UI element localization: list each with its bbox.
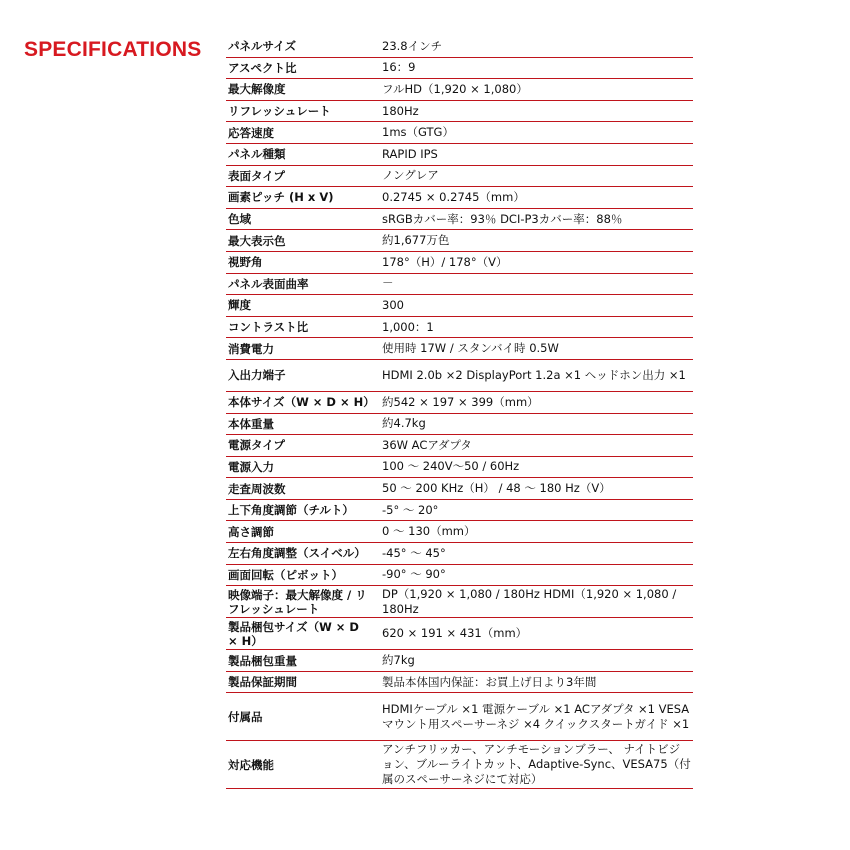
spec-value: -45° ～ 45° (382, 545, 446, 560)
spec-label: 対応機能 (228, 757, 274, 772)
spec-label: 最大解像度 (228, 82, 286, 97)
spec-value: 50 ～ 200 KHz（H） / 48 ～ 180 Hz（V） (382, 481, 611, 496)
spec-value: DP（1,920 × 1,080 / 180Hz HDMI（1,920 × 1,080 / 180Hz (382, 586, 677, 616)
spec-row (226, 166, 693, 188)
spec-row (226, 672, 693, 694)
spec-value: ノングレア (382, 168, 439, 183)
spec-label: アスペクト比 (228, 60, 297, 75)
spec-value: フルHD（1,920 × 1,080） (382, 81, 528, 96)
spec-value: 製品本体国内保証：お買上げ日より3年間 (382, 674, 597, 689)
spec-value: アンチフリッカー、アンチモーションブラー、 ナイトビジョン、ブルーライトカット、Adaptive-Sync、VESA75（付属のスペーサーネジにて対応） (382, 742, 691, 787)
spec-row (226, 122, 693, 144)
spec-label: リフレッシュレート (228, 104, 331, 119)
spec-row (226, 144, 693, 166)
spec-row (226, 274, 693, 296)
spec-row (226, 457, 693, 479)
spec-value: 0.2745 × 0.2745（mm） (382, 189, 525, 204)
spec-row (226, 338, 693, 360)
spec-row (226, 565, 693, 587)
spec-label: 製品梱包重量 (228, 653, 297, 668)
spec-label: 電源タイプ (228, 438, 285, 453)
spec-row (226, 521, 693, 543)
spec-label: 電源入力 (228, 459, 274, 474)
spec-row (226, 36, 693, 58)
spec-value: 36W ACアダプタ (382, 437, 472, 452)
spec-value: 100 ～ 240V～50 / 60Hz (382, 459, 520, 474)
spec-label: 本体重量 (228, 416, 274, 431)
spec-label: 製品保証期間 (228, 675, 297, 690)
spec-row (226, 650, 693, 672)
spec-label: 応答速度 (228, 125, 274, 140)
spec-row (226, 543, 693, 565)
spec-value: 1,000：1 (382, 319, 434, 334)
spec-label: パネルサイズ (228, 39, 297, 54)
spec-label: パネル種類 (228, 147, 286, 162)
spec-value: 約542 × 197 × 399（mm） (382, 394, 539, 409)
spec-label: 本体サイズ（W × D × H） (228, 395, 375, 410)
spec-row (226, 187, 693, 209)
spec-value: HDMI 2.0b ×2 DisplayPort 1.2a ×1 ヘッドホン出力 ×1 (382, 367, 686, 382)
spec-row (226, 586, 693, 618)
spec-value: 300 (382, 297, 404, 312)
spec-label: 画面回転（ピボット） (228, 567, 343, 582)
spec-label: 付属品 (228, 709, 263, 724)
spec-row (226, 317, 693, 339)
spec-row (226, 618, 693, 650)
spec-row (226, 209, 693, 231)
spec-label: 画素ピッチ (H x V) (228, 190, 334, 205)
spec-value: 使用時 17W / スタンバイ時 0.5W (382, 341, 559, 356)
spec-value: － (382, 276, 394, 291)
spec-row (226, 101, 693, 123)
spec-value: 178°（H）/ 178°（V） (382, 254, 508, 269)
spec-value: sRGBカバー率：93％ DCI-P3カバー率：88％ (382, 211, 623, 226)
spec-table (226, 36, 693, 789)
spec-value: 180Hz (382, 103, 419, 118)
spec-row (226, 230, 693, 252)
spec-value: 約7kg (382, 653, 415, 668)
spec-value: RAPID IPS (382, 146, 438, 161)
spec-label: 上下角度調節（チルト） (228, 503, 354, 518)
spec-row (226, 414, 693, 436)
spec-row (226, 360, 693, 392)
spec-value: -5° ～ 20° (382, 502, 439, 517)
spec-label: 最大表示色 (228, 233, 286, 248)
spec-label: 走査周波数 (228, 481, 286, 496)
spec-label: 輝度 (228, 298, 251, 313)
spec-row (226, 58, 693, 80)
specifications-title: SPECIFICATIONS (24, 38, 202, 61)
spec-value: 約1,677万色 (382, 233, 450, 248)
spec-label: 高さ調節 (228, 524, 274, 539)
spec-row (226, 478, 693, 500)
spec-row (226, 79, 693, 101)
spec-value: 620 × 191 × 431（mm） (382, 626, 528, 641)
spec-label: 色域 (228, 212, 251, 227)
spec-row (226, 741, 693, 789)
spec-value: 16：9 (382, 60, 416, 75)
spec-label: 消費電力 (228, 341, 274, 356)
spec-value: 0 ～ 130（mm） (382, 524, 476, 539)
spec-value: 約4.7kg (382, 416, 426, 431)
spec-value: HDMIケーブル ×1 電源ケーブル ×1 ACアダプタ ×1 VESAマウント用スペーサーネジ ×4 クイックスタートガイド ×1 (382, 701, 690, 731)
spec-value: 1ms（GTG） (382, 125, 454, 140)
spec-row (226, 295, 693, 317)
spec-value: 23.8インチ (382, 38, 443, 53)
spec-label: 入出力端子 (228, 368, 286, 383)
spec-label: 製品梱包サイズ（W × D × H） (228, 619, 359, 648)
spec-row (226, 435, 693, 457)
spec-value: -90° ～ 90° (382, 567, 446, 582)
spec-row (226, 252, 693, 274)
spec-row (226, 392, 693, 414)
spec-row (226, 500, 693, 522)
spec-label: 視野角 (228, 255, 263, 270)
spec-label: 左右角度調整（スイベル） (228, 546, 366, 561)
spec-label: 表面タイプ (228, 168, 285, 183)
spec-row (226, 693, 693, 741)
spec-label: パネル表面曲率 (228, 276, 309, 291)
spec-label: 映像端子：最大解像度 / リフレッシュレート (228, 587, 367, 616)
spec-label: コントラスト比 (228, 320, 309, 335)
